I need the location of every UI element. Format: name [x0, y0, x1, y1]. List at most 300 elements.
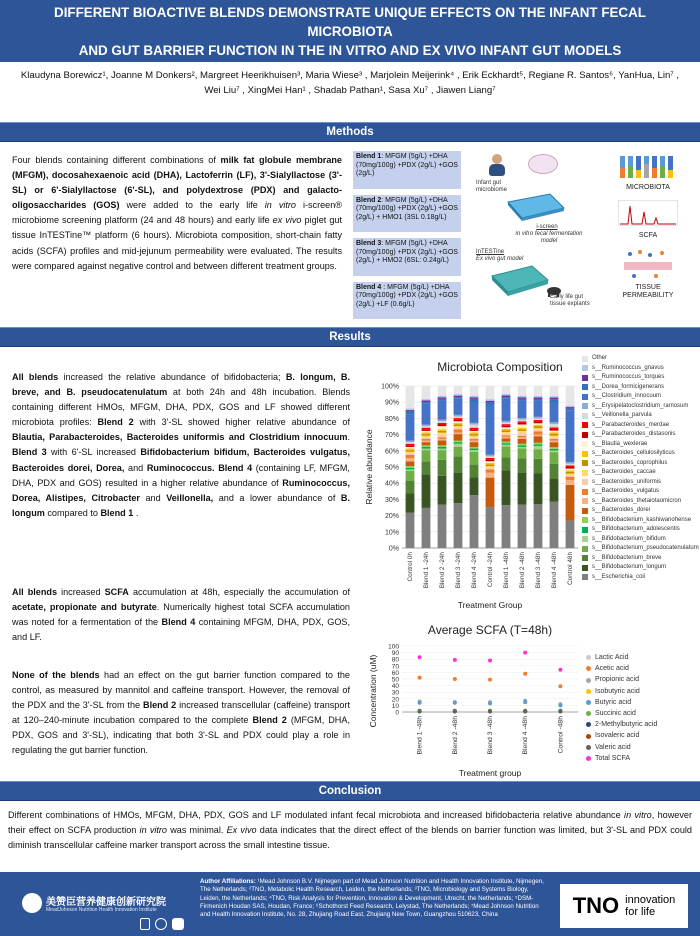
bar-segment: [534, 430, 543, 432]
bar-segment: [502, 438, 511, 441]
bar-segment: [486, 456, 495, 458]
legend-label: Propionic acid: [595, 676, 639, 684]
bold-text: All blends: [12, 372, 59, 382]
blend-box-2: [352, 194, 462, 234]
bar-segment: [470, 465, 479, 478]
bar-segment: [550, 439, 559, 441]
bar-segment: [534, 397, 543, 399]
legend-item: [582, 449, 698, 459]
x-axis-label: Treatment group: [458, 768, 522, 778]
bar-segment: [422, 439, 431, 441]
legend-swatch: [582, 441, 588, 447]
bar-segment: [534, 396, 543, 398]
legend-label: s__Bacteroides_coprophilus: [592, 459, 668, 466]
bar-segment: [518, 449, 527, 459]
bar-segment: [422, 428, 431, 430]
legend-item: [582, 468, 698, 478]
legend-marker: [586, 711, 591, 716]
legend-label: Total SCFA: [595, 754, 631, 762]
bold-text: Blend 2: [143, 700, 177, 711]
piglet-label: Early life gut tissue explants: [550, 294, 590, 307]
bar-segment: [454, 434, 463, 440]
bar-segment: [470, 439, 479, 441]
bar-segment: [550, 422, 559, 424]
text-run: Different combinations of HMOs, MFGM, DHA, PDX, GOS and LF modulated infant fecal microbiota and increased bifidobacteria relative abundance: [8, 810, 625, 820]
legend-item: [586, 663, 696, 674]
legend-label: s__Bifidobacterium_pseudocatenulatum: [592, 545, 699, 551]
bar-segment: [534, 427, 543, 429]
text-run: containing MFGM, DHA, PDX, GOS, and LF.: [12, 617, 350, 643]
bold-text: Blend 4: [218, 462, 253, 473]
bar-segment: [566, 409, 575, 411]
affiliations-text: ¹Mead Johnson B.V. Nijmegen part of Mead Johnson Nutrition and Health Innovation Institute, Nijmegen, The Netherlands; ²TNO, Metabolic Health Research, Leiden, the Netherlands; ³TNO, Microbiology and Systems Biology, Leiden, the Netherlands; ⁴TNO, Risk Analysis for Prevention, Innovation & Development, Utrecht, the Netherlands; ⁵DSM-Firmenich Houdan SAS, Houdan, France; ⁶Schothorst Feed Research, Lelystad, The Netherlands; ⁷Mead Johnson Nutrition and Health Innovation Institute, No. 28, Zhujiang Road East, Zhujiang New Town, Guangzhou 510623, China: [200, 878, 544, 919]
bar-segment: [470, 396, 479, 398]
y-tick-label: 20%: [384, 513, 399, 521]
bar-segment: [550, 464, 559, 479]
bar-segment: [454, 473, 463, 503]
text-run: at both 24h and 48h incubation. Blends containing different HMOs, MFGM, DHA, PDX, GOS and LF showed different microbiota profiles:: [12, 387, 350, 428]
bar-segment: [406, 444, 415, 446]
bar-segment: [502, 434, 511, 436]
bar-segment: [486, 473, 495, 478]
scatter-point: [523, 709, 527, 713]
bar-segment: [438, 476, 447, 505]
x-tick-label: Blend 1 -24h: [423, 552, 430, 589]
bar-segment: [566, 467, 575, 469]
bar-segment: [454, 426, 463, 428]
bar-segment: [422, 424, 431, 426]
bar-segment: [438, 445, 447, 447]
bar-segment: [550, 434, 559, 436]
bar-segment: [406, 461, 415, 466]
bar-segment: [566, 485, 575, 521]
legend-swatch: [582, 574, 588, 580]
bar-segment: [486, 468, 495, 470]
bar-segment: [566, 470, 575, 472]
legend-swatch: [582, 403, 588, 409]
legend-item: [582, 364, 698, 374]
blend-desc: : MFGM (5g/L) +DHA (70mg/100g) +PDX (2g/L) +GOS (2g/L) + HMO1 (3SL 0.18g/L): [356, 196, 458, 221]
text-run: increased the relative abundance of bifidobacteria;: [58, 372, 286, 382]
scatter-point: [418, 655, 422, 659]
legend-label: Lactic Acid: [595, 654, 629, 661]
legend-item: [582, 411, 698, 421]
bar-segment: [438, 386, 447, 396]
infant-label: Infant gut microbiome: [476, 180, 508, 193]
bar-segment: [438, 420, 447, 422]
scfa-legend: [586, 652, 696, 764]
bar-segment: [470, 450, 479, 452]
scatter-point: [453, 709, 457, 713]
bold-text: Blend 3: [12, 447, 47, 458]
bar-segment: [406, 468, 415, 470]
bar-segment: [502, 457, 511, 470]
bar-segment: [486, 465, 495, 467]
y-tick-label: 40%: [384, 480, 399, 488]
bar-segment: [518, 428, 527, 430]
bar-segment: [470, 399, 479, 402]
iscreen-plate-icon: [504, 192, 566, 222]
bar-segment: [566, 477, 575, 480]
bar-segment: [518, 439, 527, 444]
bar-segment: [550, 450, 559, 452]
bar-segment: [518, 421, 527, 423]
bar-segment: [502, 386, 511, 394]
legend-item: [582, 554, 698, 564]
scatter-point: [523, 651, 527, 655]
output-microbiota-label: MICROBIOTA: [626, 184, 670, 191]
bar-segment: [550, 386, 559, 396]
intestine-sub: Ex vivo gut model: [476, 256, 524, 262]
bar-segment: [470, 441, 479, 443]
x-tick-label: Blend 4 -24h: [471, 552, 478, 589]
x-tick-label: Blend 1 -48h: [503, 552, 510, 589]
legend-item: [582, 525, 698, 535]
bar-segment: [406, 415, 415, 441]
bar-segment: [502, 394, 511, 396]
bold-text: All blends: [12, 587, 58, 597]
poster-title: [30, 3, 670, 60]
microbiota-chart: [362, 376, 584, 612]
legend-label: s__Clostridium_innocuum: [592, 393, 662, 399]
bar-segment: [486, 466, 495, 468]
text-run: data indicates that the direct effect of the blends on barrier function was limited, but 3'-SL and PDX could diminish transcellular caffeine marker transport across the small intestine tissue.: [8, 825, 692, 850]
bar-segment: [438, 449, 447, 451]
scfa-chromatogram-icon: [618, 200, 678, 226]
legend-label: s__Ruminococcus_torques: [592, 374, 665, 380]
bar-segment: [550, 398, 559, 400]
legend-item: [582, 373, 698, 383]
legend-swatch: [582, 565, 588, 571]
bar-segment: [406, 449, 415, 451]
bar-segment: [406, 410, 415, 412]
mail-icon: [140, 918, 150, 930]
bar-segment: [406, 481, 415, 494]
bar-segment: [550, 429, 559, 431]
legend-label: s__Bacteroides_caccae: [592, 469, 656, 475]
bar-segment: [550, 447, 559, 449]
bar-segment: [422, 442, 431, 445]
y-tick-label: 70%: [384, 432, 399, 440]
scatter-point: [523, 700, 527, 704]
bar-segment: [566, 520, 575, 548]
bar-segment: [422, 433, 431, 435]
y-tick-label: 10: [391, 702, 399, 710]
bar-segment: [486, 458, 495, 460]
bar-segment: [518, 458, 527, 472]
legend-label: Isobutyric acid: [595, 687, 640, 695]
blend-desc: : MFGM (5g/L) +DHA (70mg/100g) +PDX (2g/L) +GOS (2g/L) +LF (0.6g/L): [356, 283, 458, 308]
bar-segment: [534, 435, 543, 437]
legend-label: Valeric acid: [595, 743, 631, 751]
bar-segment: [438, 426, 447, 429]
bar-segment: [566, 475, 575, 477]
text-run: and: [124, 462, 147, 473]
bar-segment: [438, 397, 447, 399]
bar-segment: [534, 401, 543, 417]
legend-marker: [586, 734, 591, 739]
results-header: [0, 327, 700, 347]
bar-segment: [422, 436, 431, 438]
bar-segment: [422, 429, 431, 431]
bar-segment: [438, 434, 447, 437]
legend-label: s__Bacteroides_dorei: [592, 507, 651, 513]
legend-swatch: [582, 365, 588, 371]
y-tick-label: 60%: [384, 448, 399, 456]
legend-swatch: [582, 555, 588, 561]
bar-segment: [406, 408, 415, 410]
text-run: had an effect on the gut barrier function compared to the control, as measured by mannitol and caffeine transport. However, the removal of the PDX and the 3'-SL from the: [12, 670, 350, 711]
legend-item: [582, 383, 698, 393]
scatter-point: [558, 684, 562, 688]
legend-swatch: [582, 432, 588, 438]
results-paragraph-1: [12, 370, 350, 521]
bar-segment: [454, 399, 463, 415]
bar-segment: [534, 417, 543, 419]
y-tick-label: 100: [388, 643, 399, 651]
bar-segment: [502, 470, 511, 505]
legend-marker: [586, 700, 591, 705]
legend-label: s__Parabacteroides_merdae: [592, 421, 670, 428]
legend-label: s__Dorea_formicigenerans: [592, 383, 665, 390]
legend-swatch: [582, 498, 588, 504]
text-run: .: [347, 432, 350, 443]
bar-segment: [550, 399, 559, 402]
y-tick-label: 10%: [384, 529, 399, 537]
tno-logo-mark: TNO: [572, 893, 620, 918]
legend-label: s__Bacteroides_vulgatus: [592, 488, 660, 494]
text-run: with 6'-SL increased: [46, 447, 141, 458]
bar-segment: [534, 418, 543, 420]
legend-swatch: [582, 460, 588, 466]
affiliations-label: Author Affiliations:: [200, 878, 256, 885]
bar-segment: [502, 399, 511, 421]
bar-segment: [518, 396, 527, 398]
legend-item: [582, 421, 698, 431]
bar-segment: [550, 449, 559, 451]
output-scfa-label: SCFA: [638, 232, 658, 239]
legend-label: s__Bifidobacterium_kashiwanohense: [592, 516, 692, 523]
bar-segment: [470, 424, 479, 427]
y-tick-label: 20: [391, 696, 399, 704]
legend-swatch: [582, 394, 588, 400]
conclusion-text: [8, 808, 692, 853]
y-tick-label: 50%: [384, 464, 399, 472]
legend-item: [582, 573, 698, 583]
bold-text: None of the blends: [12, 670, 100, 680]
bar-segment: [438, 433, 447, 435]
bar-segment: [454, 433, 463, 435]
legend-swatch: [582, 356, 588, 362]
bold-text: Veillonella,: [166, 492, 214, 503]
tno-logo: [560, 884, 688, 928]
bar-segment: [550, 424, 559, 427]
bar-segment: [454, 394, 463, 396]
x-tick-label: Blend 3 -48h: [535, 552, 542, 589]
results-header-label: Results: [329, 331, 371, 343]
y-axis-label: Relative abundance: [364, 429, 374, 505]
microbiota-bars-icon: [618, 154, 678, 180]
bar-segment: [534, 436, 543, 442]
scatter-point: [418, 676, 422, 680]
bar-segment: [406, 452, 415, 454]
bar-segment: [502, 432, 511, 434]
italic-text: Ex vivo: [226, 825, 257, 835]
blend-definitions: [352, 150, 462, 320]
legend-item: [586, 730, 696, 741]
bar-segment: [438, 399, 447, 401]
methods-text-part: Four blends containing different combinations of: [12, 155, 221, 165]
bar-segment: [550, 436, 559, 438]
bar-segment: [406, 450, 415, 452]
bar-segment: [406, 513, 415, 548]
legend-item: [582, 392, 698, 402]
x-tick-label: Blend 4 -48h: [551, 552, 558, 589]
bar-segment: [406, 412, 415, 415]
scatter-point: [558, 703, 562, 707]
y-tick-label: 80: [391, 656, 399, 664]
bar-segment: [438, 431, 447, 433]
legend-swatch: [582, 470, 588, 476]
bar-segment: [406, 453, 415, 455]
author-list: [5, 68, 695, 98]
bar-segment: [518, 445, 527, 447]
legend-label: s__Escherichia_coli: [592, 573, 646, 580]
blend-box-4: [352, 281, 462, 321]
bar-segment: [422, 386, 431, 399]
bar-segment: [502, 437, 511, 439]
bar-segment: [518, 437, 527, 439]
y-tick-label: 30: [391, 689, 399, 697]
bar-segment: [438, 505, 447, 548]
bar-segment: [438, 439, 447, 441]
bar-segment: [534, 420, 543, 422]
bar-segment: [518, 399, 527, 401]
microbiome-icon: [528, 154, 558, 174]
bar-segment: [486, 399, 495, 401]
legend-label: s__Bifidobacterium_breve: [592, 554, 662, 561]
methods-text-part: were added to the early life: [119, 200, 265, 211]
bar-segment: [550, 441, 559, 443]
legend-item: [582, 487, 698, 497]
bar-segment: [486, 386, 495, 399]
bold-text: Blend 1: [100, 507, 134, 518]
affiliations: [200, 878, 545, 919]
bar-segment: [470, 423, 479, 425]
text-run: with 3'-SL showed higher relative abundance of: [133, 417, 351, 428]
bar-segment: [502, 445, 511, 447]
bar-segment: [502, 442, 511, 444]
bar-segment: [518, 436, 527, 438]
bar-segment: [422, 399, 431, 401]
bar-segment: [502, 397, 511, 399]
bar-segment: [534, 425, 543, 427]
bar-segment: [422, 450, 431, 461]
italic-text: in vitro: [139, 825, 167, 835]
bar-segment: [438, 450, 447, 460]
bar-segment: [422, 434, 431, 436]
conclusion-header: [0, 781, 700, 801]
bar-segment: [550, 431, 559, 433]
x-tick-label: Control 0h: [407, 552, 414, 582]
bar-segment: [422, 508, 431, 548]
microbiota-chart-title: Microbiota Composition: [437, 360, 563, 374]
bar-segment: [422, 437, 431, 439]
bar-segment: [470, 434, 479, 436]
bar-segment: [502, 396, 511, 398]
bar-segment: [502, 435, 511, 437]
bar-segment: [438, 437, 447, 439]
bold-text: Blend 2: [97, 417, 134, 428]
legend-item: [582, 354, 698, 364]
bar-segment: [454, 415, 463, 417]
bar-segment: [534, 449, 543, 459]
bar-segment: [502, 446, 511, 457]
bar-segment: [438, 423, 447, 425]
bar-segment: [454, 503, 463, 548]
bar-segment: [486, 404, 495, 455]
bar-segment: [422, 461, 431, 474]
text-run: and: [139, 492, 167, 503]
bar-segment: [470, 449, 479, 451]
bar-segment: [470, 436, 479, 438]
bar-segment: [518, 431, 527, 433]
scatter-point: [488, 701, 492, 705]
methods-text-bold: milk fat globule membrane (MFGM), docosahexaenoic acid (DHA), Lactoferrin (LF), 3'-Sialyllactose (3'-SL) or 6'-Sialyllactose (6'-SL), and polydextrose (PDX) and galacto-oligosaccharides (GOS): [12, 155, 342, 211]
bar-segment: [470, 433, 479, 435]
bar-segment: [550, 502, 559, 548]
legend-item: [582, 497, 698, 507]
bar-segment: [470, 477, 479, 495]
iscreen-sub: in vitro fecal fermentation model: [515, 231, 583, 244]
legend-swatch: [582, 489, 588, 495]
qr-icon: [172, 918, 184, 930]
bar-segment: [422, 426, 431, 428]
legend-swatch: [582, 527, 588, 533]
bar-segment: [566, 469, 575, 471]
legend-marker: [586, 666, 591, 671]
bold-text: Blend 4: [161, 617, 196, 628]
mjn-logo-cn: 美赞臣营养健康创新研究院: [46, 897, 166, 908]
x-tick-label: Blend 3 -24h: [455, 552, 462, 589]
y-axis-label: Concentration (uM): [368, 654, 378, 728]
bar-segment: [518, 505, 527, 548]
infant-body-icon: [489, 164, 505, 176]
bar-segment: [406, 493, 415, 512]
microbiota-legend: [582, 354, 698, 582]
bar-segment: [438, 421, 447, 423]
legend-item: [586, 674, 696, 685]
infant-head-icon: [492, 154, 502, 164]
bold-text: B. longum: [12, 492, 350, 518]
bar-segment: [406, 442, 415, 444]
bold-text: Ruminococcus.: [146, 462, 215, 473]
results-paragraph-2: [12, 585, 350, 645]
y-tick-label: 50: [391, 676, 399, 684]
x-tick-label: Blend 4 -48h: [522, 716, 530, 755]
bar-segment: [502, 429, 511, 431]
legend-swatch: [582, 508, 588, 514]
bar-segment: [438, 424, 447, 426]
bar-segment: [406, 471, 415, 481]
bar-segment: [534, 504, 543, 548]
y-tick-label: 60: [391, 669, 399, 677]
bar-segment: [566, 405, 575, 407]
mjn-logo-icon: [22, 893, 42, 913]
bar-segment: [550, 442, 559, 447]
legend-item: [582, 430, 698, 440]
legend-label: s__Bifidobacterium_adolescentis: [592, 526, 680, 532]
